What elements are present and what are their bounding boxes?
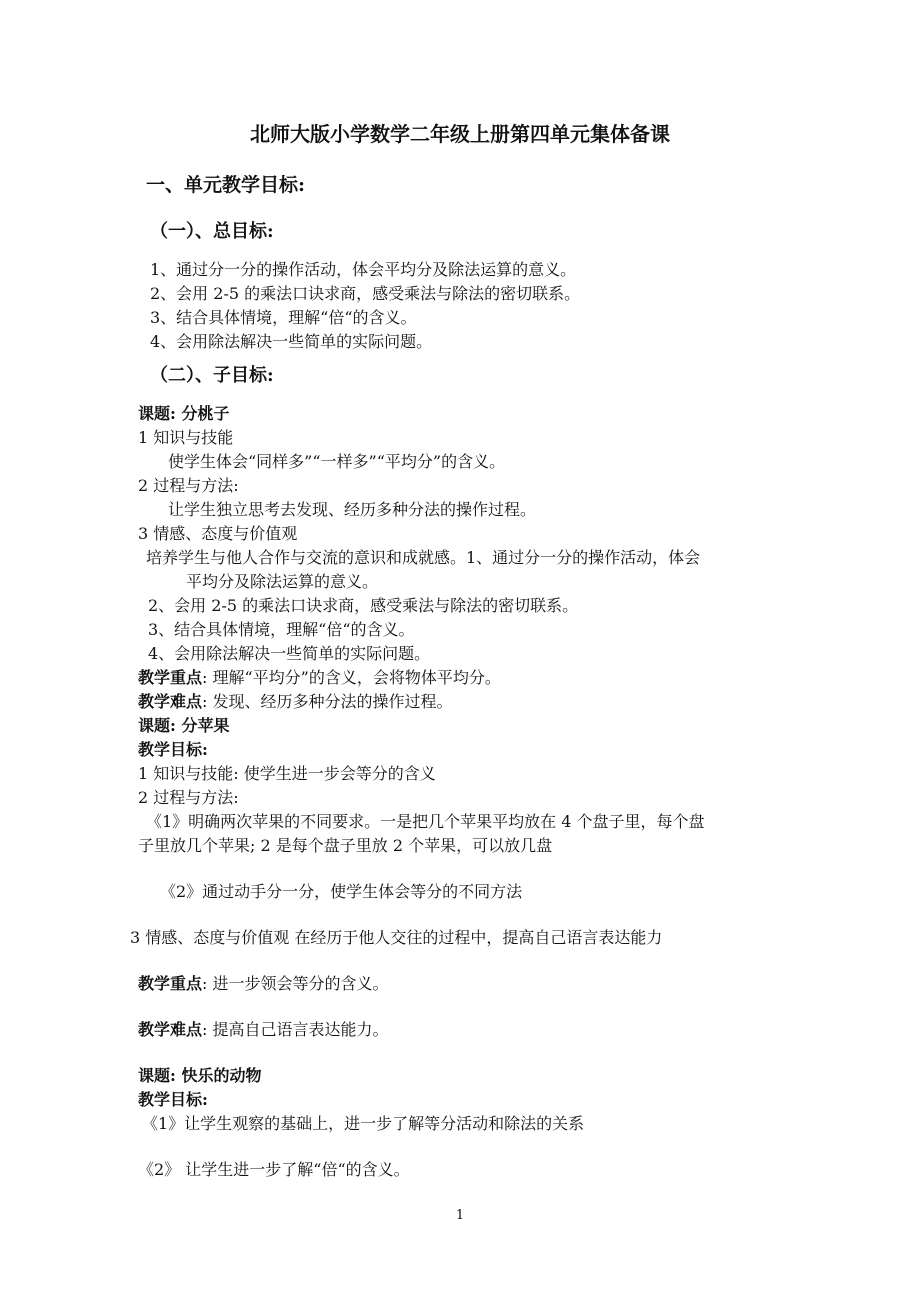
overall-goal-item: 2、会用 2-5 的乘法口诀求商，感受乘法与除法的密切联系。 xyxy=(150,284,581,303)
lesson-title-peaches: 课题: 分桃子 xyxy=(138,404,230,423)
goal-text: 《2》通过动手分一分，使学生体会等分的不同方法 xyxy=(160,882,523,901)
goal-text: 子里放几个苹果; 2 是每个盘子里放 2 个苹果，可以放几盘 xyxy=(138,836,553,855)
difficulty-label: 教学难点 xyxy=(138,692,203,711)
goal-text: 2、会用 2-5 的乘法口诀求商，感受乘法与除法的密切联系。 xyxy=(148,596,579,615)
teaching-goals-label: 教学目标: xyxy=(138,740,208,759)
overall-goal-item: 3、结合具体情境，理解“倍“的含义。 xyxy=(150,308,417,327)
lesson-title-animals: 课题: 快乐的动物 xyxy=(138,1066,262,1085)
teaching-goals-label: 教学目标: xyxy=(138,1090,208,1109)
goal-text: 平均分及除法运算的意义。 xyxy=(186,572,379,591)
difficulty-text: : 提高自己语言表达能力。 xyxy=(202,1020,389,1039)
goal-text: 《1》明确两次苹果的不同要求。一是把几个苹果平均放在 4 个盘子里，每个盘 xyxy=(146,812,705,831)
difficulty-label: 教学难点 xyxy=(138,1020,203,1039)
overall-goals-heading: （一）、总目标: xyxy=(150,221,274,242)
key-point-text: : 理解“平均分”的含义，会将物体平均分。 xyxy=(202,668,501,687)
goal-text: 使学生体会“同样多”“一样多”“平均分”的含义。 xyxy=(168,452,506,471)
goal-text: 让学生独立思考去发现、经历多种分法的操作过程。 xyxy=(168,500,537,519)
lesson-title-apples: 课题: 分苹果 xyxy=(138,716,230,735)
key-point-row xyxy=(138,668,501,688)
goal-heading: 3 情感、态度与价值观 xyxy=(138,524,298,543)
document-title: 北师大版小学数学二年级上册第四单元集体备课 xyxy=(250,122,670,146)
difficulty-text: : 发现、经历多种分法的操作过程。 xyxy=(202,692,453,711)
goal-heading: 2 过程与方法: xyxy=(138,788,239,807)
goal-text: 《2》 让学生进一步了解“倍“的含义。 xyxy=(138,1160,410,1179)
goal-heading: 1 知识与技能 xyxy=(138,428,234,447)
overall-goal-item: 1、通过分一分的操作活动，体会平均分及除法运算的意义。 xyxy=(150,260,577,279)
key-point-label: 教学重点 xyxy=(138,974,203,993)
key-point-row xyxy=(138,974,389,994)
difficulty-row xyxy=(138,692,453,712)
page-number: 1 xyxy=(455,1208,465,1223)
goal-text: 培养学生与他人合作与交流的意识和成就感。1、通过分一分的操作活动，体会 xyxy=(146,548,701,567)
section-heading-unit-goals: 一、单元教学目标: xyxy=(146,174,306,196)
goal-text: 1 知识与技能: 使学生进一步会等分的含义 xyxy=(138,764,436,783)
overall-goal-item: 4、会用除法解决一些简单的实际问题。 xyxy=(150,332,433,351)
sub-goals-heading: （二）、子目标: xyxy=(150,365,274,386)
goal-text: 《1》让学生观察的基础上，进一步了解等分活动和除法的关系 xyxy=(142,1114,585,1133)
goal-text: 3、结合具体情境，理解“倍“的含义。 xyxy=(148,620,415,639)
difficulty-row xyxy=(138,1020,389,1040)
key-point-label: 教学重点 xyxy=(138,668,203,687)
goal-heading: 2 过程与方法: xyxy=(138,476,239,495)
goal-text: 4、会用除法解决一些简单的实际问题。 xyxy=(148,644,431,663)
key-point-text: : 进一步领会等分的含义。 xyxy=(202,974,389,993)
goal-text: 3 情感、态度与价值观 在经历于他人交往的过程中，提高自己语言表达能力 xyxy=(130,928,663,947)
